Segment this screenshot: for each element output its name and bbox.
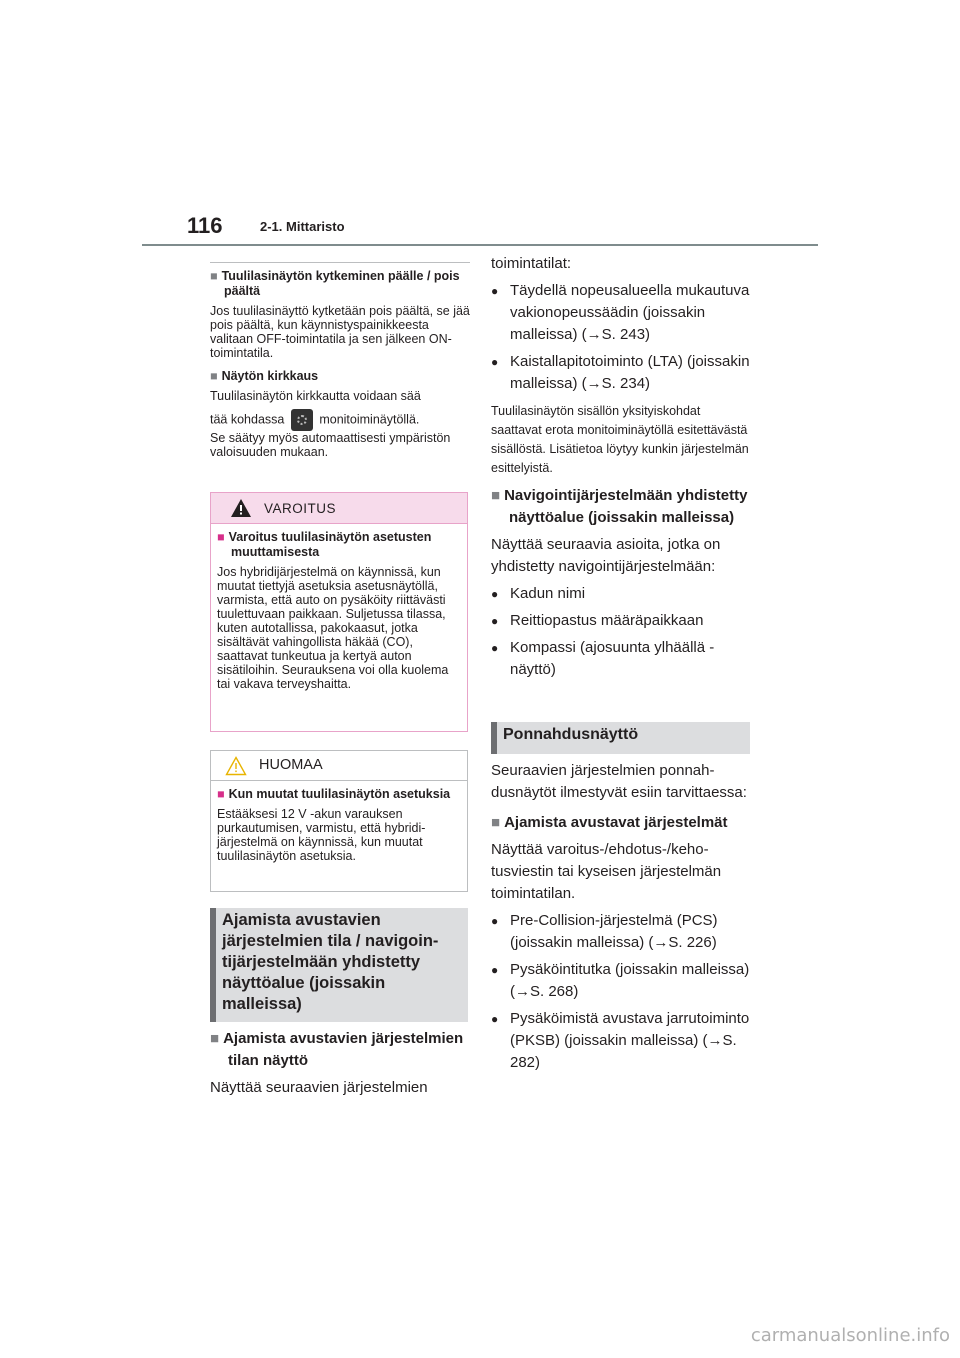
square-bullet-icon: ■ — [217, 530, 225, 544]
line-with-icon — [210, 409, 470, 431]
paragraph: Näyttää seuraavien järjestelmien — [210, 1079, 428, 1096]
warning-box — [210, 492, 468, 732]
paragraph — [210, 389, 470, 459]
section-heading: Ponnahdusnäyttö — [491, 722, 750, 754]
paragraph: Seuraavien järjestelmien ponnahdusnäytöt ilmestyvät esiin tarvittaessa: — [491, 762, 747, 801]
square-bullet-icon: ■ — [210, 1030, 220, 1047]
square-bullet-icon: ■ — [491, 814, 501, 831]
gear-icon — [291, 409, 313, 431]
heading-text: Näytön kirkkaus — [221, 369, 319, 383]
left-column-top — [210, 262, 470, 459]
list-item: ● Reittiopastus määräpaikkaan — [491, 610, 753, 632]
note-paragraph: Tuulilasinäytön sisällön yksityiskohdat saattavat erota monitoiminäytöllä esitettävästä sisällöstä. Lisätietoa löytyy kunkin järjestelmän esittelyistä. — [491, 404, 749, 475]
list-item: ● Kaistallapitotoiminto (LTA) (joissakin malleissa) (→S. 234) — [491, 351, 753, 395]
heading-text: Ajamista avustavat järjestelmät — [504, 814, 728, 831]
page-number: 116 — [187, 213, 223, 238]
warning-triangle-icon — [230, 498, 252, 518]
right-column-bottom — [491, 760, 753, 1074]
subsection-heading — [210, 1028, 468, 1072]
list-item: ● Pysäköintitutka (joissakin malleissa) (→S. 268) — [491, 959, 753, 1003]
notice-body: Estääksesi 12 V -akun varauksen purkautumisen, varmistu, että hybridijärjestelmä on käynnissä, kun muutat tuulilasinäytön asetuksia. — [217, 807, 426, 863]
notice-heading — [217, 787, 459, 802]
watermark: carmanualsonline.info — [750, 1325, 950, 1346]
heading-text: Varoitus tuulilasinäytön asetusten muuttamisesta — [228, 530, 432, 559]
heading-text: Navigointijärjestelmään yhdistetty näyttöalue (joissakin malleissa) — [504, 487, 748, 526]
line-text: tää kohdassa — [210, 412, 285, 427]
heading-text: Ajamista avustavien järjestelmien tilan näyttö — [223, 1030, 464, 1069]
heading-text: Kun muutat tuulilasinäytön asetuksia — [228, 787, 451, 801]
subsection-heading — [491, 812, 753, 834]
header-rule — [142, 244, 818, 246]
square-bullet-icon: ■ — [491, 487, 501, 504]
right-column — [491, 253, 753, 681]
notice-box — [210, 750, 468, 892]
heading-text: Tuulilasinäytön kytkeminen päälle / pois päältä — [221, 269, 460, 298]
line-text: monitoiminäytöllä. — [319, 412, 420, 427]
paragraph: toimintatilat: — [491, 255, 572, 272]
caution-triangle-icon — [225, 756, 247, 776]
subsection-heading — [210, 369, 470, 384]
line-text: Se säätyy myös automaattisesti ympäristön valoisuuden mukaan. — [210, 431, 451, 459]
list-item: ● Kadun nimi — [491, 583, 753, 605]
list-item: ● Kompassi (ajosuunta ylhäällä -näyttö) — [491, 637, 753, 681]
notice-header — [211, 751, 467, 781]
paragraph: Näyttää varoitus-/ehdotus-/kehotusviestin tai kyseisen järjestelmän toimintatilan. — [491, 841, 722, 902]
warning-content — [211, 524, 467, 691]
square-bullet-icon: ■ — [210, 369, 218, 383]
notice-title: HUOMAA — [259, 757, 323, 773]
line-text: Tuulilasinäytön kirkkautta voidaan sää — [210, 389, 421, 403]
list-item: ● Pre-Collision-järjestelmä (PCS) (joissakin malleissa) (→S. 226) — [491, 910, 753, 954]
square-bullet-icon: ■ — [217, 787, 225, 801]
warning-title: VAROITUS — [264, 501, 337, 516]
section-heading: Ajamista avustavien järjestelmien tila / navigointijärjestelmään yhdistetty näyttöalue (joissakin malleissa) — [210, 908, 468, 1022]
list-item: ● Pysäköimistä avustava jarrutoiminto (PKSB) (joissakin malleissa) (→S. 282) — [491, 1008, 753, 1074]
square-bullet-icon: ■ — [210, 269, 218, 283]
subsection-heading — [210, 269, 470, 299]
warning-body: Jos hybridijärjestelmä on käynnissä, kun muutat tiettyjä asetuksia asetusnäytöllä, varmista, että auto on pysäköity riittävästi tuulettuvaan paikkaan. Suljetussa tilassa, kuten autotallissa, pakokaasut, jotka sisältävät vahingollista häkää (CO), saattavat tunkeutua ja kertyä auton sisätiloihin. Seurauksena voi olla kuolema tai vakava terveyshaitta. — [217, 565, 449, 691]
notice-content — [211, 781, 467, 863]
warning-heading — [217, 530, 459, 560]
left-column-bottom — [210, 1028, 468, 1099]
paragraph: Jos tuulilasinäyttö kytketään pois päältä, se jää pois päältä, kun käynnistyspainikkeesta valitaan OFF-toimintatila ja sen jälkeen ON-toimintatila. — [210, 304, 470, 360]
warning-header — [211, 493, 467, 524]
list-item: ● Täydellä nopeusalueella mukautuva vakionopeussäädin (joissakin malleissa) (→S. 243) — [491, 280, 753, 346]
section-title: 2-1. Mittaristo — [260, 219, 345, 234]
subsection-heading — [491, 485, 753, 529]
paragraph: Näyttää seuraavia asioita, jotka on yhdistetty navigointijärjestelmään: — [491, 536, 721, 575]
